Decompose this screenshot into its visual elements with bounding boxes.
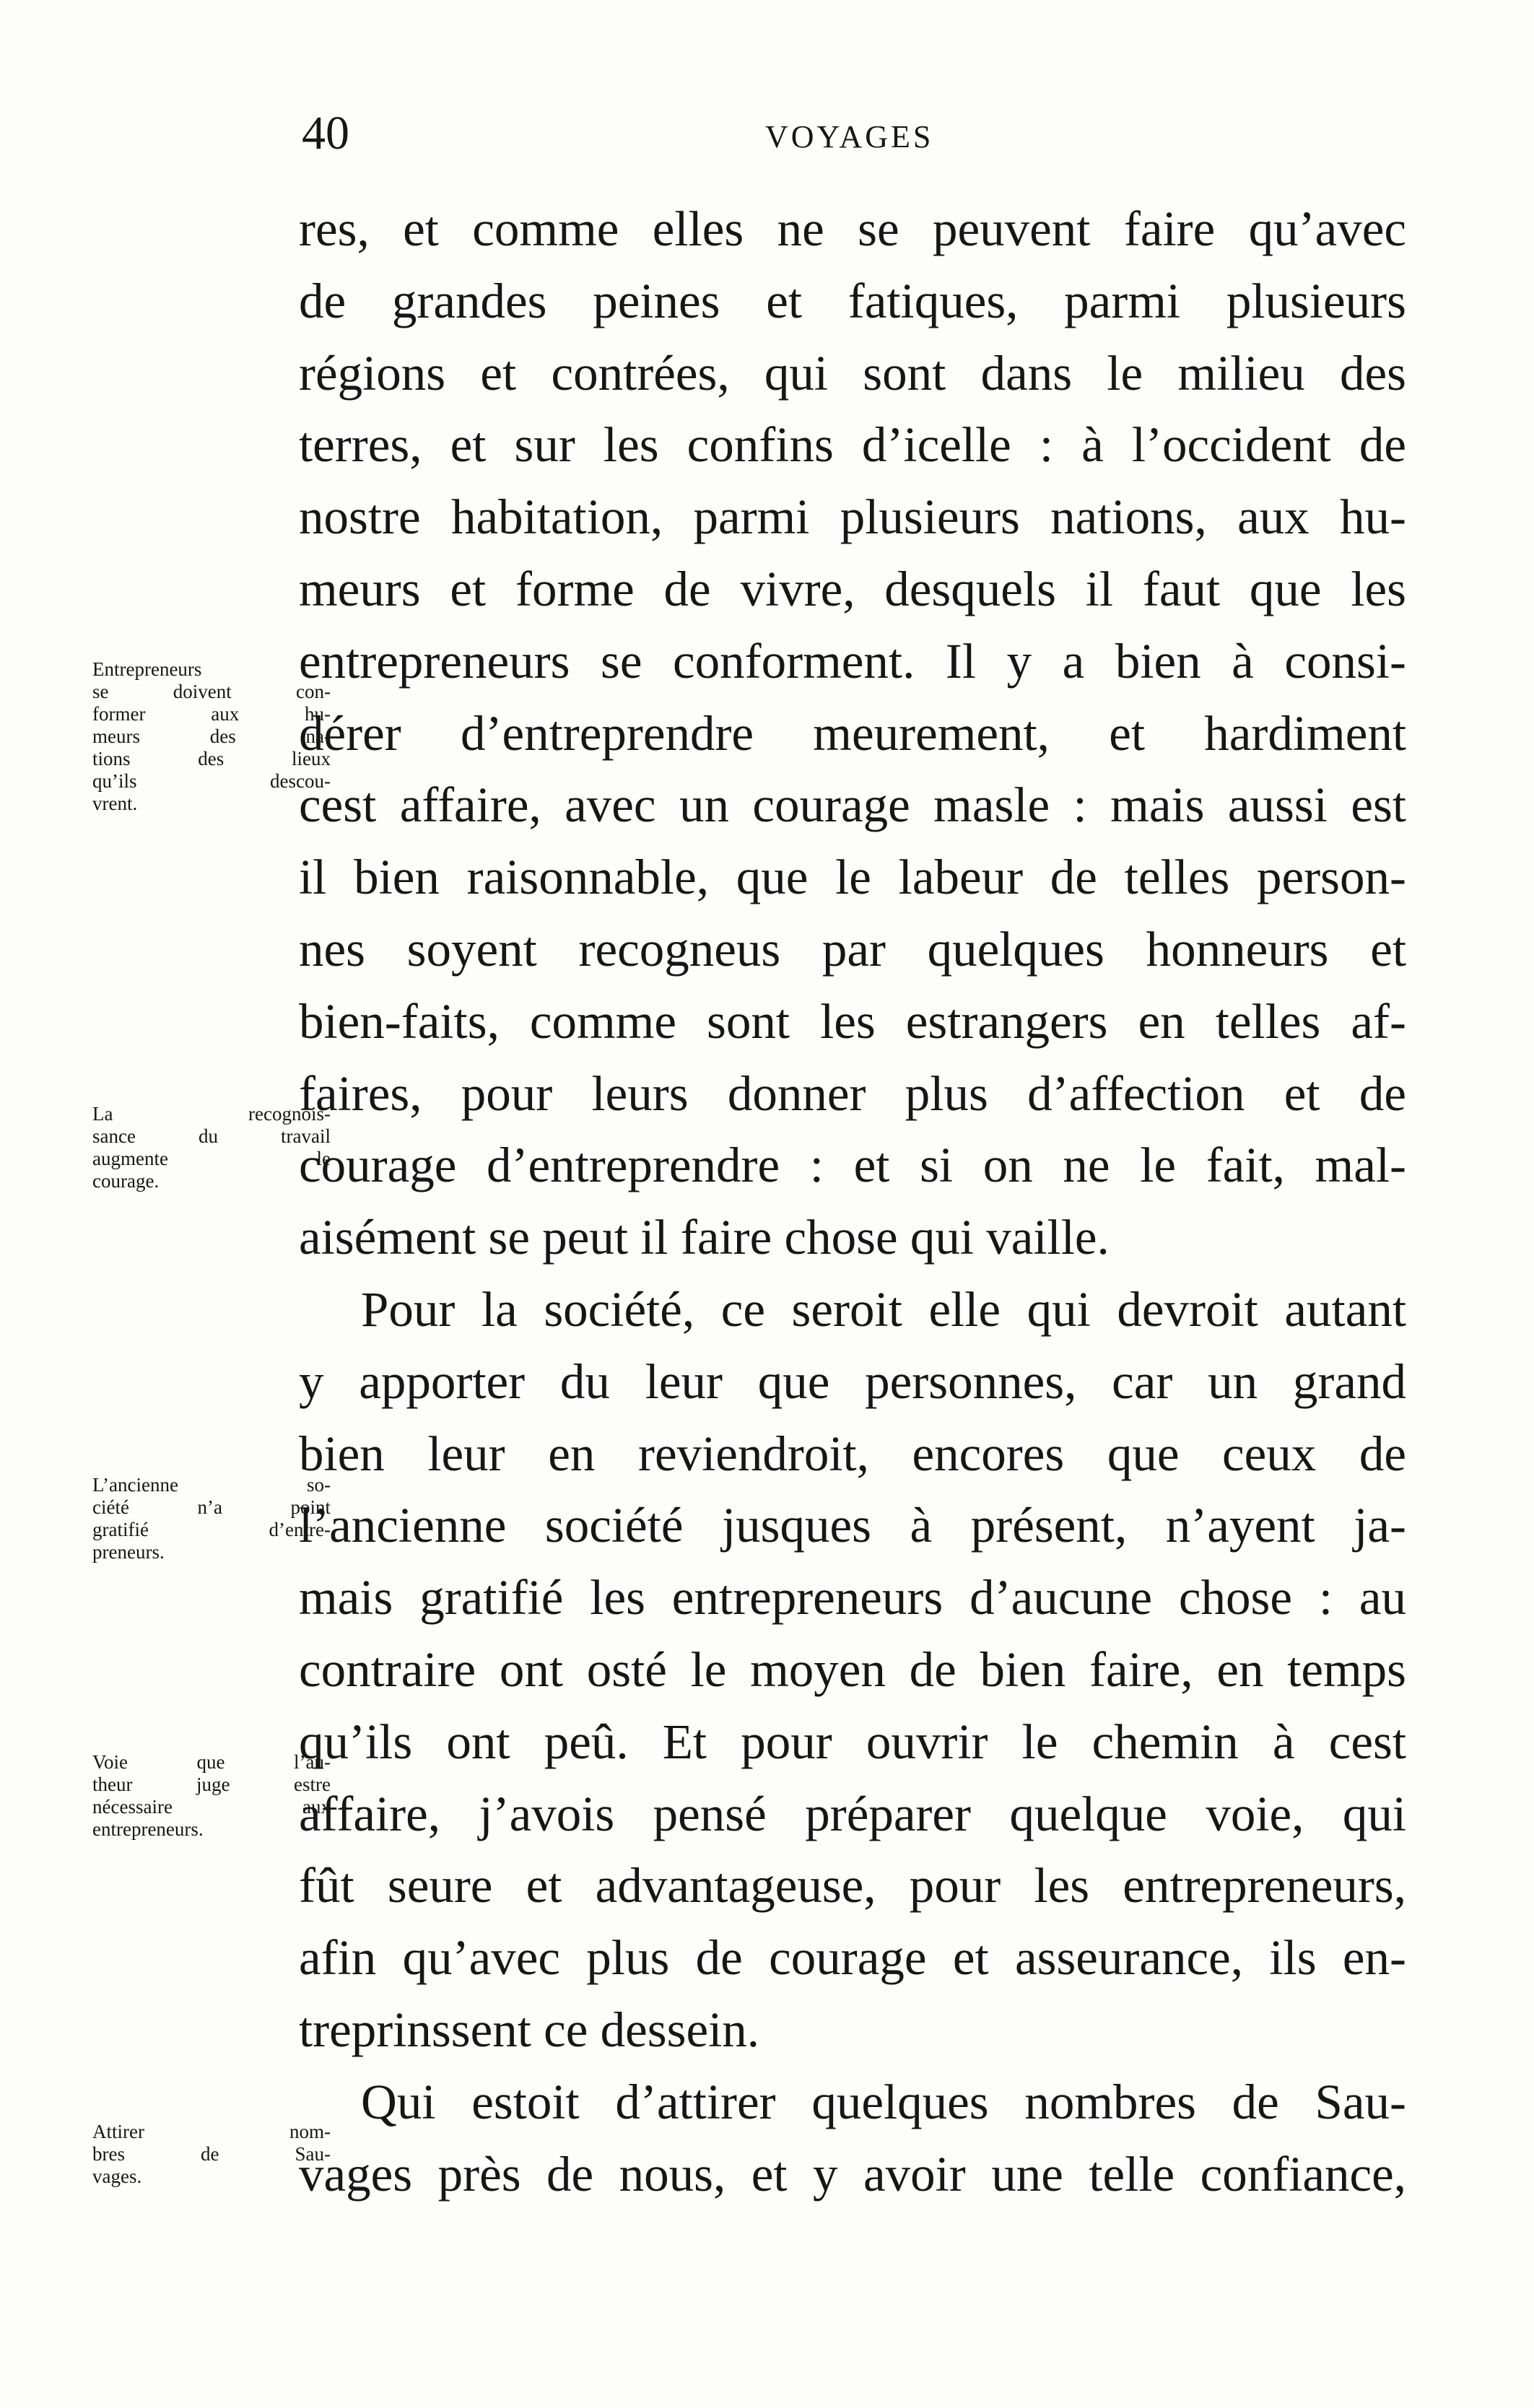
text-line: res, et comme elles ne se peuvent faire qu’avec — [299, 201, 1406, 256]
body-text — [299, 193, 1406, 2210]
margin-note-attirer-sauvages: Attirer nom- bres de Sau- vages. — [92, 2121, 331, 2187]
text-line: meurs et forme de vivre, desquels il faut que les — [299, 561, 1406, 616]
text-line: vages près de nous, et y avoir une telle confiance, — [299, 2146, 1406, 2202]
text-line: l’ancienne société jusques à présent, n’ayent ja- — [299, 1498, 1406, 1553]
text-line: Qui estoit d’attirer quelques nombres de Sau- — [361, 2074, 1406, 2129]
text-line: bien-faits, comme sont les estrangers en telles af- — [299, 993, 1406, 1049]
page-number: 40 — [302, 107, 349, 160]
text-line: Pour la société, ce seroit elle qui devroit autant — [361, 1281, 1406, 1337]
text-line: dérer d’entreprendre meurement, et hardiment — [299, 705, 1406, 761]
text-line: cest affaire, avec un courage masle : mais aussi est — [299, 777, 1406, 833]
text-line: qu’ils ont peû. Et pour ouvrir le chemin à cest — [299, 1714, 1406, 1769]
text-line: aisément se peut il faire chose qui vaille. — [299, 1210, 1110, 1265]
text-line: il bien raisonnable, que le labeur de telles person- — [299, 850, 1406, 905]
text-line: terres, et sur les confins d’icelle : à l’occident de — [299, 417, 1406, 473]
margin-note-ancienne-societe: L’ancienne so- ciété n’a point gratifié d’entre- preneurs. — [92, 1474, 331, 1563]
margin-note-voie: Voie que l’au- theur juge estre nécessaire aux entrepreneurs. — [92, 1751, 331, 1840]
text-line: y apporter du leur que personnes, car un grand — [299, 1353, 1406, 1409]
text-line: bien leur en reviendroit, encores que ceux de — [299, 1426, 1406, 1481]
text-line: nes soyent recogneus par quelques honneurs et — [299, 921, 1406, 977]
text-line: de grandes peines et fatiques, parmi plusieurs — [299, 273, 1406, 328]
text-line: afin qu’avec plus de courage et asseurance, ils en- — [299, 1930, 1406, 1986]
margin-note-entrepreneurs: Entrepreneurs se doivent con- former aux hu- meurs des na- tions des lieux qu’ils descou- vrent. — [92, 658, 331, 814]
text-line: fût seure et advantageuse, pour les entrepreneurs, — [299, 1858, 1406, 1914]
running-title: VOYAGES — [765, 119, 934, 154]
margin-note-recognoissance: La recognois- sance du travail augmente le courage. — [92, 1103, 331, 1192]
text-line: treprinssent ce dessein. — [299, 2002, 760, 2057]
text-line: contraire ont osté le moyen de bien faire, en temps — [299, 1641, 1406, 1697]
text-line: mais gratifié les entrepreneurs d’aucune chose : au — [299, 1570, 1406, 1626]
text-line: régions et contrées, qui sont dans le milieu des — [299, 345, 1406, 401]
text-line: affaire, j’avois pensé préparer quelque voie, qui — [299, 1786, 1406, 1841]
text-line: courage d’entreprendre : et si on ne le fait, mal- — [299, 1138, 1406, 1193]
text-line: faires, pour leurs donner plus d’affection et de — [299, 1065, 1406, 1121]
text-line: nostre habitation, parmi plusieurs nations, aux hu- — [299, 489, 1406, 545]
text-line: entrepreneurs se conforment. Il y a bien à consi- — [299, 633, 1406, 689]
